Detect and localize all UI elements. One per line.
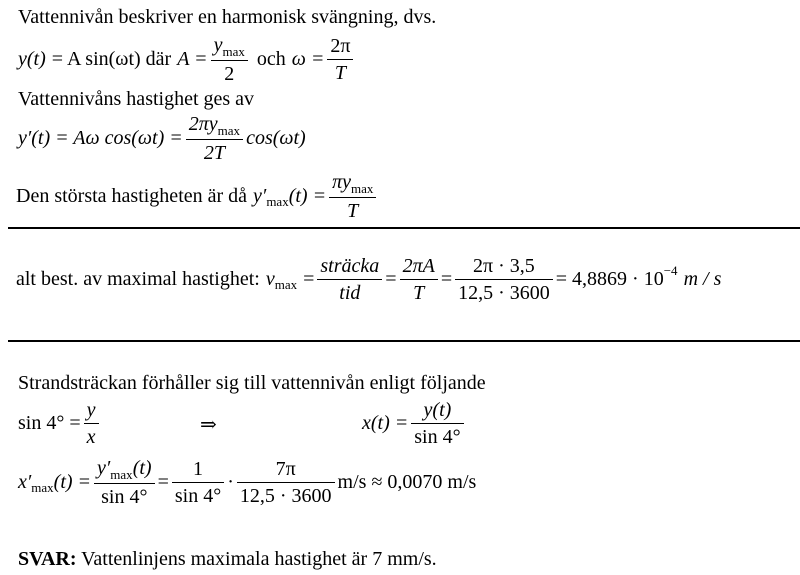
answer — [18, 548, 437, 571]
eq5-lhs: sin 4° = — [18, 412, 81, 434]
eq1-rhs: = A sin(ωt) där — [51, 48, 172, 70]
eq6-fraction-2: $\frac{1}{\sin 4^\circ}$ — [172, 457, 224, 508]
eq2-fraction: $\frac{2\pi y_{max}}{2T}$ — [186, 112, 243, 165]
equation-x-of-t — [362, 398, 467, 449]
eq4-result: = 4,8869 · 10 — [555, 268, 664, 290]
eq5-rhs-fraction: $\frac{y(t)}{\sin 4^\circ}$ — [411, 398, 463, 449]
eq6-x: x′ — [18, 471, 32, 493]
eq6-t: (t) = — [53, 471, 92, 493]
eq4-v-sub: max — [274, 276, 298, 292]
eq2-lhs: y′(t) = Aω cos(ωt) = — [18, 127, 183, 149]
eq6-fraction-3: $\frac{7\pi}{12,5 \cdot 3600}$ — [237, 457, 335, 508]
eq3-text: Den största hastigheten är då — [16, 185, 248, 207]
answer-label: SVAR: — [18, 548, 77, 570]
eq5-rhs-lhs: x(t) = — [362, 412, 409, 434]
eq4-exponent: −4 — [663, 262, 678, 278]
eq4-text: alt best. av maximal hastighet: — [16, 268, 260, 290]
eq6-x-sub: max — [31, 479, 54, 495]
eq4-fraction-2pia: $\frac{2\pi A}{T}$ — [400, 254, 438, 305]
eq4-eq: = — [303, 268, 315, 290]
eq1-omega-label: ω = — [291, 48, 325, 70]
eq3-fraction: $\frac{\pi y_{max}}{T}$ — [329, 170, 376, 223]
equation-alternative: alt best. av maximal hastighet: v max = $\frac{\text{sträcka}}{\text{tid}}$ = $\frac{2\pi A}{T}$ = $\frac{2\pi \cdot 3,5}{12,5 \cdot 3600}$ = 4,8869 · 10 −4 m / s — [16, 255, 722, 304]
eq6-result: m/s ≈ 0,0070 m/s — [337, 471, 477, 493]
divider-1 — [8, 227, 800, 229]
equation-position — [18, 33, 356, 86]
eq1-fraction-omega: $\frac{2\pi}{T}$ — [327, 34, 353, 85]
eq4-unit: m / s — [683, 268, 722, 290]
eq3-y-sub: max — [266, 193, 289, 209]
eq4-fraction-distance-time: $\frac{\text{sträcka}}{\text{tid}}$ — [317, 254, 382, 305]
answer-text: Vattenlinjens maximala hastighet är 7 mm/s. — [76, 548, 437, 570]
eq2-rhs: cos(ωt) — [246, 127, 306, 149]
equation-velocity — [18, 112, 306, 165]
intro-text: Vattennivån beskriver en harmonisk svängning, dvs. — [18, 6, 437, 28]
eq3-t: (t) = — [288, 185, 327, 207]
eq1-lhs: y(t) — [18, 48, 46, 70]
equation-sine — [18, 398, 102, 449]
eq3-y: y′ — [253, 185, 267, 207]
eq5-fraction: $\frac{y}{x}$ — [84, 398, 99, 449]
eq4-fraction-numeric: $\frac{2\pi \cdot 3,5}{12,5 \cdot 3600}$ — [455, 254, 553, 305]
implies-arrow: ⇒ — [200, 414, 217, 436]
eq1-och: och — [256, 48, 286, 70]
eq1-a-label: A = — [177, 48, 208, 70]
divider-2 — [8, 340, 800, 342]
equation-x-max: x′ max (t) = $\frac{y'_{max}(t)}{\sin 4^\circ}$ = $\frac{1}{\sin 4^\circ}$ · $\frac{7\pi}{12,5 \cdot 3600}$ m/s ≈ 0,0070 m/s — [18, 457, 477, 508]
velocity-intro: Vattennivåns hastighet ges av — [18, 88, 255, 110]
eq6-fraction-1: $\frac{y'_{max}(t)}{\sin 4^\circ}$ — [94, 456, 155, 509]
eq4-v: v — [265, 268, 275, 290]
eq1-fraction-amplitude: $\frac{y_{max}}{2}$ — [211, 33, 248, 86]
equation-max-velocity — [16, 170, 379, 223]
shore-intro: Strandsträckan förhåller sig till vattennivån enligt följande — [18, 372, 486, 394]
